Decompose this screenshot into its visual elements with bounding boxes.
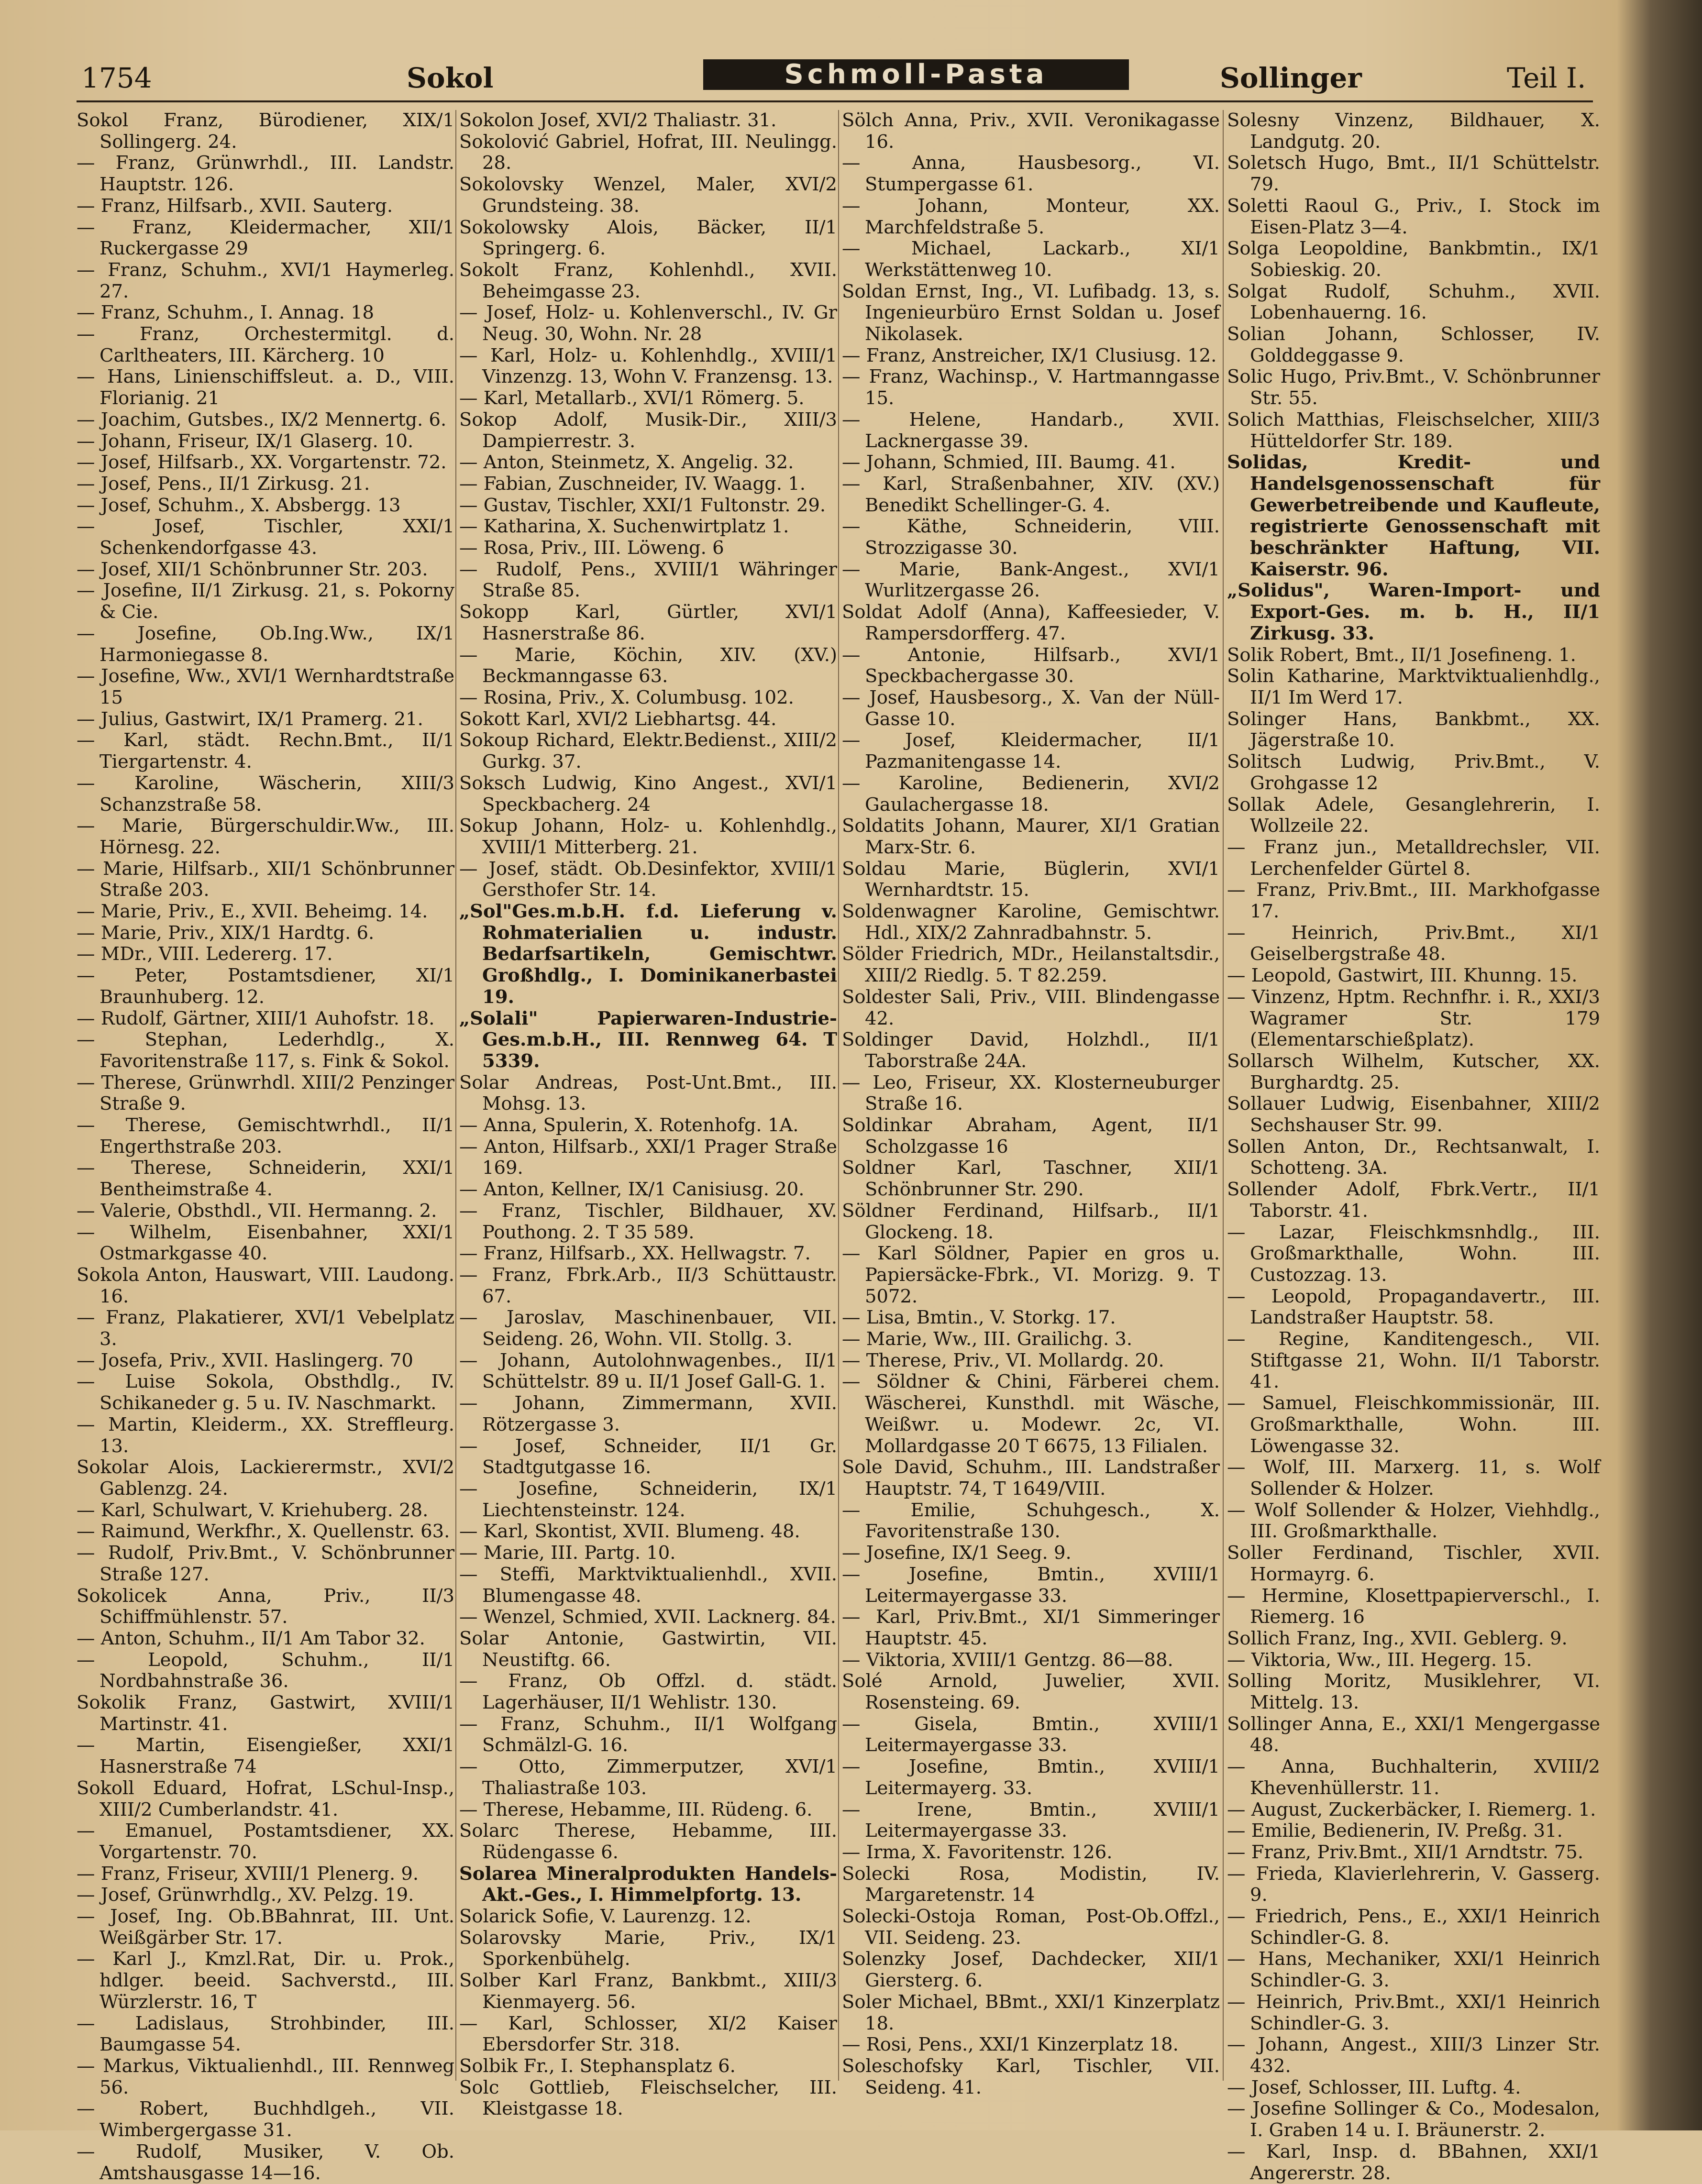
directory-entry: — Heinrich, Priv.Bmt., XI/1 Geiselbergstraße 48.	[1227, 922, 1600, 965]
directory-entry: Soldau Marie, Büglerin, XVI/1 Wernhardtstr. 15.	[842, 858, 1220, 901]
directory-entry: — Wilhelm, Eisenbahner, XXI/1 Ostmarkgasse 40.	[77, 1221, 454, 1265]
directory-entry: — Martin, Eisengießer, XXI/1 Hasnerstraße 74	[77, 1734, 454, 1778]
directory-entry: — Josef, Schuhm., X. Absbergg. 13	[77, 494, 401, 516]
directory-entry: — Emilie, Bedienerin, IV. Preßg. 31.	[1227, 1820, 1563, 1842]
directory-entry: Sokola Anton, Hauswart, VIII. Laudong. 16.	[77, 1264, 454, 1307]
directory-entry: — Rudolf, Priv.Bmt., V. Schönbrunner Straße 127.	[77, 1542, 454, 1585]
directory-entry: Solarea Mineralprodukten Handels-Akt.-Ges., I. Himmelpfortg. 13.	[459, 1863, 837, 1906]
directory-entry: — Josefine Sollinger & Co., Modesalon, I. Graben 14 u. I. Bräunerstr. 2.	[1227, 2098, 1600, 2141]
directory-entry: Sölch Anna, Priv., XVII. Veronikagasse 16.	[842, 110, 1220, 153]
directory-entry: — Wenzel, Schmied, XVII. Lacknerg. 84.	[459, 1606, 836, 1628]
directory-entry: — Wolf, III. Marxerg. 11, s. Wolf Sollender & Holzer.	[1227, 1456, 1600, 1500]
directory-entry: — Josefine, Schneiderin, IX/1 Liechtensteinstr. 124.	[459, 1478, 837, 1521]
directory-entry: Solbik Fr., I. Stephansplatz 6.	[459, 2055, 736, 2077]
directory-entry: — Rudolf, Gärtner, XIII/1 Auhofstr. 18.	[77, 1007, 435, 1029]
directory-entry: — Franz, Tischler, Bildhauer, XV. Pouthong. 2. T 35 589.	[459, 1200, 837, 1243]
directory-entry: Solian Johann, Schlosser, IV. Golddeggasse 9.	[1227, 323, 1600, 366]
directory-entry: — Josefine, Bmtin., XVIII/1 Leitermayergasse 33.	[842, 1563, 1220, 1607]
directory-entry: Solga Leopoldine, Bankbmtin., IX/1 Sobieskig. 20.	[1227, 238, 1600, 281]
directory-entry: — Leopold, Propagandavertr., III. Landstraßer Hauptstr. 58.	[1227, 1285, 1600, 1329]
directory-entry: — Josefine, II/1 Zirkusg. 21, s. Pokorny & Cie.	[77, 580, 454, 623]
directory-entry: — Karl, Priv.Bmt., XI/1 Simmeringer Hauptstr. 45.	[842, 1606, 1220, 1649]
directory-entry: — Fabian, Zuschneider, IV. Waagg. 1.	[459, 473, 806, 495]
directory-entry: — Leopold, Schuhm., II/1 Nordbahnstraße 36.	[77, 1649, 454, 1692]
directory-entry: — Karl, Schlosser, XI/2 Kaiser Ebersdorfer Str. 318.	[459, 2012, 837, 2056]
directory-entry: — Gisela, Bmtin., XVIII/1 Leitermayergasse 33.	[842, 1713, 1220, 1756]
directory-entry: — Hermine, Klosettpapierverschl., I. Riemerg. 16	[1227, 1585, 1600, 1628]
directory-entry: — Karoline, Wäscherin, XIII/3 Schanzstraße 58.	[77, 772, 454, 816]
directory-entry: Sokopp Karl, Gürtler, XVI/1 Hasnerstraße 86.	[459, 601, 837, 644]
directory-entry: — Johann, Friseur, IX/1 Glaserg. 10.	[77, 430, 414, 452]
directory-entry: — Josef, Schlosser, III. Luftg. 4.	[1227, 2076, 1521, 2098]
directory-entry: — Stephan, Lederhdlg., X. Favoritenstraße 117, s. Fink & Sokol.	[77, 1029, 454, 1072]
directory-entry: Solesny Vinzenz, Bildhauer, X. Landgutg. 20.	[1227, 110, 1600, 153]
directory-entry: Solic Hugo, Priv.Bmt., V. Schönbrunner Str. 55.	[1227, 366, 1600, 409]
directory-entry: — Josef, Holz- u. Kohlenverschl., IV. Gr Neug. 30, Wohn. Nr. 28	[459, 302, 837, 345]
directory-entry: Solarovsky Marie, Priv., IX/1 Sporkenbühelg.	[459, 1927, 837, 1970]
directory-entry: — Therese, Schneiderin, XXI/1 Bentheimstraße 4.	[77, 1157, 454, 1201]
directory-entry: — Josef, städt. Ob.Desinfektor, XVIII/1 Gersthofer Str. 14.	[459, 858, 837, 901]
first-keyword: Sokol	[407, 62, 494, 94]
directory-entry: — Raimund, Werkfhr., X. Quellenstr. 63.	[77, 1521, 450, 1543]
directory-entry: — Ladislaus, Strohbinder, III. Baumgasse 54.	[77, 2012, 454, 2056]
directory-entry: Soler Michael, BBmt., XXI/1 Kinzerplatz 18.	[842, 1991, 1220, 2034]
directory-entry: — Karl, Schulwart, V. Kriehuberg. 28.	[77, 1499, 429, 1521]
directory-entry: — Hans, Mechaniker, XXI/1 Heinrich Schindler-G. 3.	[1227, 1948, 1600, 1992]
directory-entry: — Heinrich, Priv.Bmt., XXI/1 Heinrich Schindler-G. 3.	[1227, 1991, 1600, 2034]
directory-entry: — Karl, Holz- u. Kohlenhdlg., XVIII/1 Vinzenzg. 13, Wohn V. Franzensg. 13.	[459, 344, 837, 388]
directory-entry: — Peter, Postamtsdiener, XI/1 Braunhuberg. 12.	[77, 965, 454, 1008]
directory-entry: Sokolicek Anna, Priv., II/3 Schiffmühlenstr. 57.	[77, 1585, 454, 1628]
directory-entry: Sokolović Gabriel, Hofrat, III. Neulingg. 28.	[459, 131, 837, 174]
directory-entry: — Karl, Insp. d. BBahnen, XXI/1 Angererstr. 28.	[1227, 2140, 1600, 2184]
directory-entry: Solenzky Josef, Dachdecker, XII/1 Giersterg. 6.	[842, 1948, 1220, 1992]
directory-entry: Sokup Johann, Holz- u. Kohlenhdlg., XVIII/1 Mitterberg. 21.	[459, 815, 837, 858]
directory-entry: Soletti Raoul G., Priv., I. Stock im Eisen-Platz 3—4.	[1227, 195, 1600, 238]
directory-entry: — Marie, Bürgerschuldir.Ww., III. Hörnesg. 22.	[77, 815, 454, 858]
directory-entry: Solar Andreas, Post-Unt.Bmt., III. Mohsg. 13.	[459, 1071, 837, 1115]
directory-entry: — Marie, Köchin, XIV. (XV.) Beckmanngasse 63.	[459, 644, 837, 687]
directory-entry: — Vinzenz, Hptm. Rechnfhr. i. R., XXI/3 Wagramer Str. 179 (Elementarschießplatz).	[1227, 986, 1600, 1051]
directory-entry: Solin Katharine, Marktviktualienhdlg., II/1 Im Werd 17.	[1227, 665, 1600, 708]
directory-column-4	[1227, 110, 1600, 2184]
directory-entry: — Marie, Ww., III. Grailichg. 3.	[842, 1328, 1133, 1350]
directory-entry: — Karl, städt. Rechn.Bmt., II/1 Tiergartenstr. 4.	[77, 729, 454, 773]
directory-entry: — Lisa, Bmtin., V. Storkg. 17.	[842, 1307, 1116, 1329]
directory-entry: Sollauer Ludwig, Eisenbahner, XIII/2 Sechshauser Str. 99.	[1227, 1093, 1600, 1136]
directory-entry: Sollender Adolf, Fbrk.Vertr., II/1 Taborstr. 41.	[1227, 1179, 1600, 1222]
directory-entry: — August, Zuckerbäcker, I. Riemerg. 1.	[1227, 1798, 1596, 1820]
directory-entry: Solar Antonie, Gastwirtin, VII. Neustiftg. 66.	[459, 1627, 837, 1671]
directory-entry: — Emilie, Schuhgesch., X. Favoritenstraße 130.	[842, 1499, 1220, 1543]
directory-entry: — Josef, XII/1 Schönbrunner Str. 203.	[77, 558, 428, 580]
directory-entry: Sollinger Anna, E., XXI/1 Mengergasse 48.	[1227, 1713, 1600, 1756]
directory-entry: — Frieda, Klavierlehrerin, V. Gasserg. 9.	[1227, 1863, 1600, 1906]
directory-entry: Soldester Sali, Priv., VIII. Blindengasse 42.	[842, 986, 1220, 1029]
directory-entry: — Anton, Kellner, IX/1 Canisiusg. 20.	[459, 1179, 805, 1201]
directory-entry: Solich Matthias, Fleischselcher, XIII/3 Hütteldorfer Str. 189.	[1227, 408, 1600, 452]
directory-entry: — Käthe, Schneiderin, VIII. Strozzigasse 30.	[842, 516, 1220, 559]
column-divider	[838, 110, 839, 2081]
directory-entry: — Josef, Kleidermacher, II/1 Pazmanitengasse 14.	[842, 729, 1220, 773]
directory-entry: — Markus, Viktualienhdl., III. Rennweg 56.	[77, 2055, 454, 2098]
directory-entry: — Irene, Bmtin., XVIII/1 Leitermayergasse 33.	[842, 1798, 1220, 1842]
directory-entry: Solidas, Kredit- und Handelsgenossenschaft für Gewerbetreibende und Kaufleute, registrierte Genossenschaft mit beschränkter Haftung, VII. Kaiserstr. 96.	[1227, 452, 1600, 580]
directory-entry: Sokolt Franz, Kohlenhdl., XVII. Beheimgasse 23.	[459, 259, 837, 302]
directory-entry: Soldner Karl, Taschner, XII/1 Schönbrunner Str. 290.	[842, 1157, 1220, 1201]
directory-entry: Sokoll Eduard, Hofrat, LSchul-Insp., XIII/2 Cumberlandstr. 41.	[77, 1777, 454, 1820]
directory-entry: — Martin, Kleiderm., XX. Streffleurg. 13.	[77, 1413, 454, 1457]
directory-entry: Solecki Rosa, Modistin, IV. Margaretenstr. 14	[842, 1863, 1220, 1906]
directory-entry: — Rosa, Priv., III. Löweng. 6	[459, 537, 724, 559]
directory-entry: — Steffi, Marktviktualienhdl., XVII. Blumengasse 48.	[459, 1563, 837, 1607]
directory-entry: — Helene, Handarb., XVII. Lacknergasse 39.	[842, 408, 1220, 452]
directory-entry: — Julius, Gastwirt, IX/1 Pramerg. 21.	[77, 708, 423, 730]
directory-entry: Soldat Adolf (Anna), Kaffeesieder, V. Rampersdorfferg. 47.	[842, 601, 1220, 644]
directory-entry: — Franz, Priv.Bmt., XII/1 Arndtstr. 75.	[1227, 1841, 1584, 1863]
directory-entry: — Antonie, Hilfsarb., XVI/1 Speckbachergasse 30.	[842, 644, 1220, 687]
directory-entry: — Viktoria, XVIII/1 Gentzg. 86—88.	[842, 1649, 1173, 1671]
directory-entry: — Otto, Zimmerputzer, XVI/1 Thaliastraße 103.	[459, 1756, 837, 1799]
directory-entry: „Solidus", Waren-Import- und Export-Ges. m. b. H., II/1 Zirkusg. 33.	[1227, 580, 1600, 644]
directory-entry: — Karl, Skontist, XVII. Blumeng. 48.	[459, 1521, 800, 1543]
directory-entry: — Josef, Hausbesorg., X. Van der Nüll-Gasse 10.	[842, 686, 1220, 730]
directory-entry: Sokolowsky Alois, Bäcker, II/1 Springerg. 6.	[459, 216, 837, 260]
directory-entry: — Valerie, Obsthdl., VII. Hermanng. 2.	[77, 1200, 437, 1222]
directory-entry: — Franz, Plakatierer, XVI/1 Vebelplatz 3.	[77, 1307, 454, 1350]
directory-entry: „Sol"Ges.m.b.H. f.d. Lieferung v. Rohmaterialien u. industr. Bedarfsartikeln, Gemischtwr. Großhdlg., I. Dominikanerbastei 19.	[459, 901, 837, 1008]
directory-entry: — Hans, Linienschiffsleut. a. D., VIII. Florianig. 21	[77, 366, 454, 409]
directory-entry: Solling Moritz, Musiklehrer, VI. Mittelg. 13.	[1227, 1670, 1600, 1714]
directory-entry: — Regine, Kanditengesch., VII. Stiftgasse 21, Wohn. II/1 Taborstr. 41.	[1227, 1328, 1600, 1393]
directory-entry: — Joachim, Gutsbes., IX/2 Mennertg. 6.	[77, 408, 447, 430]
directory-column-2	[459, 110, 837, 2120]
directory-entry: Solé Arnold, Juwelier, XVII. Rosensteing. 69.	[842, 1670, 1220, 1714]
directory-entry: — Marie, Priv., E., XVII. Beheimg. 14.	[77, 901, 428, 923]
directory-entry: Solinger Hans, Bankbmt., XX. Jägerstraße 10.	[1227, 708, 1600, 751]
directory-entry: — Anna, Buchhalterin, XVIII/2 Khevenhüllerstr. 11.	[1227, 1756, 1600, 1799]
directory-entry: Soller Ferdinand, Tischler, XVII. Hormayrg. 6.	[1227, 1542, 1600, 1585]
directory-entry: — Franz, Orchestermitgl. d. Carltheaters, III. Kärcherg. 10	[77, 323, 454, 366]
last-keyword: Sollinger	[1220, 62, 1362, 94]
directory-entry: — Viktoria, Ww., III. Hegerg. 15.	[1227, 1649, 1532, 1671]
directory-entry: — Anna, Hausbesorg., VI. Stumpergasse 61.	[842, 152, 1220, 196]
directory-entry: — Anton, Steinmetz, X. Angelig. 32.	[459, 452, 794, 474]
directory-entry: — Lazar, Fleischkmsnhdlg., III. Großmarkthalle, Wohn. III. Custozzag. 13.	[1227, 1221, 1600, 1286]
directory-entry: — Karoline, Bedienerin, XVI/2 Gaulachergasse 18.	[842, 772, 1220, 816]
directory-column-3	[842, 110, 1220, 2098]
directory-entry: — Marie, III. Partg. 10.	[459, 1542, 676, 1564]
directory-entry: Söldner Ferdinand, Hilfsarb., II/1 Glockeng. 18.	[842, 1200, 1220, 1243]
directory-entry: Soldan Ernst, Ing., VI. Lufibadg. 13, s. Ingenieurbüro Ernst Soldan u. Josef Nikolasek.	[842, 280, 1220, 345]
page-header	[77, 57, 1593, 102]
directory-entry: — Franz, Kleidermacher, XII/1 Ruckergasse 29	[77, 216, 454, 260]
directory-entry: Solik Robert, Bmt., II/1 Josefineng. 1.	[1227, 644, 1576, 666]
directory-entry: Sölder Friedrich, MDr., Heilanstaltsdir., XIII/2 Riedlg. 5. T 82.259.	[842, 943, 1220, 987]
directory-entry: — Josefa, Priv., XVII. Haslingerg. 70	[77, 1349, 413, 1371]
directory-entry: — Luise Sokola, Obsthdlg., IV. Schikaneder g. 5 u. IV. Naschmarkt.	[77, 1371, 454, 1414]
directory-entry: Sollak Adele, Gesanglehrerin, I. Wollzeile 22.	[1227, 794, 1600, 837]
directory-entry: — Anna, Spulerin, X. Rotenhofg. 1A.	[459, 1114, 799, 1136]
directory-entry: — Katharina, X. Suchenwirtplatz 1.	[459, 516, 789, 538]
directory-entry: — Karl, Metallarb., XVI/1 Römerg. 5.	[459, 387, 805, 409]
directory-entry: — Karl, Straßenbahner, XIV. (XV.) Benedikt Schellinger-G. 4.	[842, 473, 1220, 516]
directory-entry: Soldinkar Abraham, Agent, II/1 Scholzgasse 16	[842, 1114, 1220, 1158]
directory-entry: — Josef, Schneider, II/1 Gr. Stadtgutgasse 16.	[459, 1435, 837, 1478]
directory-entry: Solgat Rudolf, Schuhm., XVII. Lobenhauerng. 16.	[1227, 280, 1600, 324]
directory-entry: — Gustav, Tischler, XXI/1 Fultonstr. 29.	[459, 494, 826, 516]
directory-entry: — Robert, Buchhdlgeh., VII. Wimbergergasse 31.	[77, 2098, 454, 2141]
page-number: 1754	[81, 62, 152, 94]
directory-entry: — Karl Söldner, Papier en gros u. Papiersäcke-Fbrk., VI. Morizg. 9. T 5072.	[842, 1243, 1220, 1307]
column-divider	[1223, 110, 1224, 2081]
directory-entry: — Samuel, Fleischkommissionär, III. Großmarkthalle, Wohn. III. Löwengasse 32.	[1227, 1392, 1600, 1457]
directory-entry: — Franz jun., Metalldrechsler, VII. Lerchenfelder Gürtel 8.	[1227, 836, 1600, 880]
directory-entry: — Irma, X. Favoritenstr. 126.	[842, 1841, 1113, 1863]
directory-entry: — Franz, Schuhm., II/1 Wolfgang Schmälzl-G. 16.	[459, 1713, 837, 1756]
directory-entry: — Therese, Priv., VI. Mollardg. 20.	[842, 1349, 1164, 1371]
directory-entry: Soksch Ludwig, Kino Angest., XVI/1 Speckbacherg. 24	[459, 772, 837, 816]
directory-entry: — Franz, Priv.Bmt., III. Markhofgasse 17.	[1227, 879, 1600, 923]
directory-entry: — Marie, Hilfsarb., XII/1 Schönbrunner Straße 203.	[77, 858, 454, 901]
directory-entry: — Franz, Wachinsp., V. Hartmanngasse 15.	[842, 366, 1220, 409]
directory-entry: — Johann, Autolohnwagenbes., II/1 Schüttelstr. 89 u. II/1 Josef Gall-G. 1.	[459, 1349, 837, 1393]
directory-entry: — Johann, Angest., XIII/3 Linzer Str. 432.	[1227, 2034, 1600, 2077]
directory-entry: — Rosina, Priv., X. Columbusg. 102.	[459, 686, 794, 708]
directory-entry: Solber Karl Franz, Bankbmt., XIII/3 Kienmayerg. 56.	[459, 1970, 837, 2013]
directory-entry: — Franz, Schuhm., XVI/1 Haymerleg. 27.	[77, 259, 454, 302]
directory-entry: — Leo, Friseur, XX. Klosterneuburger Straße 16.	[842, 1071, 1220, 1115]
column-divider	[455, 110, 456, 2081]
directory-entry: — Josef, Pens., II/1 Zirkusg. 21.	[77, 473, 370, 495]
advertising-banner: Schmoll-Pasta	[703, 59, 1129, 90]
directory-entry: — Franz, Anstreicher, IX/1 Clusiusg. 12.	[842, 344, 1217, 366]
directory-entry: Solc Gottlieb, Fleischselcher, III. Kleistgasse 18.	[459, 2076, 837, 2120]
directory-entry: — Karl J., Kmzl.Rat, Dir. u. Prok., hdlger. beeid. Sachverstd., III. Würzlerstr. 16, T	[77, 1948, 454, 2013]
directory-entry: — Johann, Schmied, III. Baumg. 41.	[842, 452, 1176, 474]
directory-entry: — Johann, Monteur, XX. Marchfeldstraße 5.	[842, 195, 1220, 238]
directory-entry: Sokolovsky Wenzel, Maler, XVI/2 Grundsteing. 38.	[459, 174, 837, 217]
directory-entry: Soldinger David, Holzhdl., II/1 Taborstraße 24A.	[842, 1029, 1220, 1072]
directory-entry: — Josefine, Ww., XVI/1 Wernhardtstraße 15	[77, 665, 454, 708]
directory-column-1	[77, 110, 454, 2184]
directory-entry: — Rudolf, Pens., XVIII/1 Währinger Straße 85.	[459, 558, 837, 602]
directory-entry: Sokolar Alois, Lackierermstr., XVI/2 Gablenzg. 24.	[77, 1456, 454, 1500]
directory-entry: — Josef, Tischler, XXI/1 Schenkendorfgasse 43.	[77, 516, 454, 559]
directory-entry: Sokolon Josef, XVI/2 Thaliastr. 31.	[459, 110, 777, 131]
directory-entry: Sollen Anton, Dr., Rechtsanwalt, I. Schotteng. 3A.	[1227, 1136, 1600, 1179]
directory-entry: — Franz, Friseur, XVIII/1 Plenerg. 9.	[77, 1863, 419, 1885]
directory-entry: — Franz, Hilfsarb., XX. Hellwagstr. 7.	[459, 1243, 811, 1265]
part-label: Teil I.	[1507, 62, 1586, 94]
directory-entry: Sokol Franz, Bürodiener, XIX/1 Sollingerg. 24.	[77, 110, 454, 153]
directory-entry: — Anton, Hilfsarb., XXI/1 Prager Straße 169.	[459, 1136, 837, 1179]
directory-entry: Solarc Therese, Hebamme, III. Rüdengasse 6.	[459, 1820, 837, 1863]
directory-entry: — Franz, Schuhm., I. Annag. 18	[77, 302, 375, 324]
directory-entry: — Johann, Zimmermann, XVII. Rötzergasse 3.	[459, 1392, 837, 1435]
directory-entry: — Anton, Schuhm., II/1 Am Tabor 32.	[77, 1627, 425, 1649]
directory-entry: — Emanuel, Postamtsdiener, XX. Vorgartenstr. 70.	[77, 1820, 454, 1863]
directory-entry: Sokott Karl, XVI/2 Liebhartsg. 44.	[459, 708, 777, 730]
directory-entry: Solarick Sofie, V. Laurenzg. 12.	[459, 1906, 752, 1928]
directory-entry: — Josef, Grünwrhdlg., XV. Pelzg. 19.	[77, 1884, 414, 1906]
directory-entry: „Solali" Papierwaren-Industrie-Ges.m.b.H., III. Rennweg 64. T 5339.	[459, 1007, 837, 1072]
directory-entry: — Franz, Fbrk.Arb., II/3 Schüttaustr. 67.	[459, 1264, 837, 1307]
directory-entry: — Josef, Ing. Ob.BBahnrat, III. Unt. Weißgärber Str. 17.	[77, 1906, 454, 1949]
directory-entry: Sokoup Richard, Elektr.Bedienst., XIII/2 Gurkg. 37.	[459, 729, 837, 773]
directory-entry: — Friedrich, Pens., E., XXI/1 Heinrich Schindler-G. 8.	[1227, 1906, 1600, 1949]
directory-entry: — Michael, Lackarb., XI/1 Werkstättenweg 10.	[842, 238, 1220, 281]
directory-entry: — Therese, Gemischtwrhdl., II/1 Engerthstraße 203.	[77, 1114, 454, 1158]
directory-entry: Sole David, Schuhm., III. Landstraßer Hauptstr. 74, T 1649/VIII.	[842, 1456, 1220, 1500]
directory-entry: — Jaroslav, Maschinenbauer, VII. Seideng. 26, Wohn. VII. Stollg. 3.	[459, 1307, 837, 1350]
directory-entry: — Josefine, IX/1 Seeg. 9.	[842, 1542, 1072, 1564]
directory-entry: Solecki-Ostoja Roman, Post-Ob.Offzl., VII. Seideng. 23.	[842, 1906, 1220, 1949]
directory-entry: — Therese, Hebamme, III. Rüdeng. 6.	[459, 1798, 813, 1820]
directory-entry: — Wolf Sollender & Holzer, Viehhdlg., III. Großmarkthalle.	[1227, 1499, 1600, 1543]
directory-entry: — Rudolf, Musiker, V. Ob. Amtshausgasse 14—16.	[77, 2140, 454, 2184]
directory-entry: Sollarsch Wilhelm, Kutscher, XX. Burghardtg. 25.	[1227, 1050, 1600, 1093]
directory-entry: — Marie, Priv., XIX/1 Hardtg. 6.	[77, 922, 375, 944]
directory-entry: — Marie, Bank-Angest., XVI/1 Wurlitzergasse 26.	[842, 558, 1220, 602]
directory-entry: — Josef, Hilfsarb., XX. Vorgartenstr. 72.	[77, 452, 447, 474]
directory-entry: — MDr., VIII. Ledererg. 17.	[77, 943, 333, 965]
directory-entry: Solitsch Ludwig, Priv.Bmt., V. Grohgasse 12	[1227, 751, 1600, 794]
directory-entry: — Franz, Grünwrhdl., III. Landstr. Hauptstr. 126.	[77, 152, 454, 196]
directory-entry: Soldenwagner Karoline, Gemischtwr. Hdl., XIX/2 Zahnradbahnstr. 5.	[842, 901, 1220, 944]
directory-entry: — Josefine, Ob.Ing.Ww., IX/1 Harmoniegasse 8.	[77, 622, 454, 666]
directory-entry: Sokop Adolf, Musik-Dir., XIII/3 Dampierrestr. 3.	[459, 408, 837, 452]
directory-entry: Soleschofsky Karl, Tischler, VII. Seideng. 41.	[842, 2055, 1220, 2098]
directory-entry: — Josefine, Bmtin., XVIII/1 Leitermayerg. 33.	[842, 1756, 1220, 1799]
directory-entry: Soletsch Hugo, Bmt., II/1 Schüttelstr. 79.	[1227, 152, 1600, 196]
directory-entry: — Rosi, Pens., XXI/1 Kinzerplatz 18.	[842, 2034, 1179, 2056]
directory-entry: — Franz, Hilfsarb., XVII. Sauterg.	[77, 195, 393, 217]
directory-entry: Soldatits Johann, Maurer, XI/1 Gratian Marx-Str. 6.	[842, 815, 1220, 858]
directory-entry: — Söldner & Chini, Färberei chem. Wäscherei, Kunsthdl. mit Wäsche, Weißwr. u. Modewr. 2c, VI. Mollardgasse 20 T 6675, 13 Filialen.	[842, 1371, 1220, 1457]
directory-entry: Sokolik Franz, Gastwirt, XVIII/1 Martinstr. 41.	[77, 1692, 454, 1735]
directory-entry: Sollich Franz, Ing., XVII. Geblerg. 9.	[1227, 1627, 1568, 1649]
directory-entry: — Leopold, Gastwirt, III. Khunng. 15.	[1227, 965, 1578, 987]
directory-entry: — Therese, Grünwrhdl. XIII/2 Penzinger Straße 9.	[77, 1071, 454, 1115]
directory-entry: — Franz, Ob Offzl. d. städt. Lagerhäuser, II/1 Wehlistr. 130.	[459, 1670, 837, 1714]
